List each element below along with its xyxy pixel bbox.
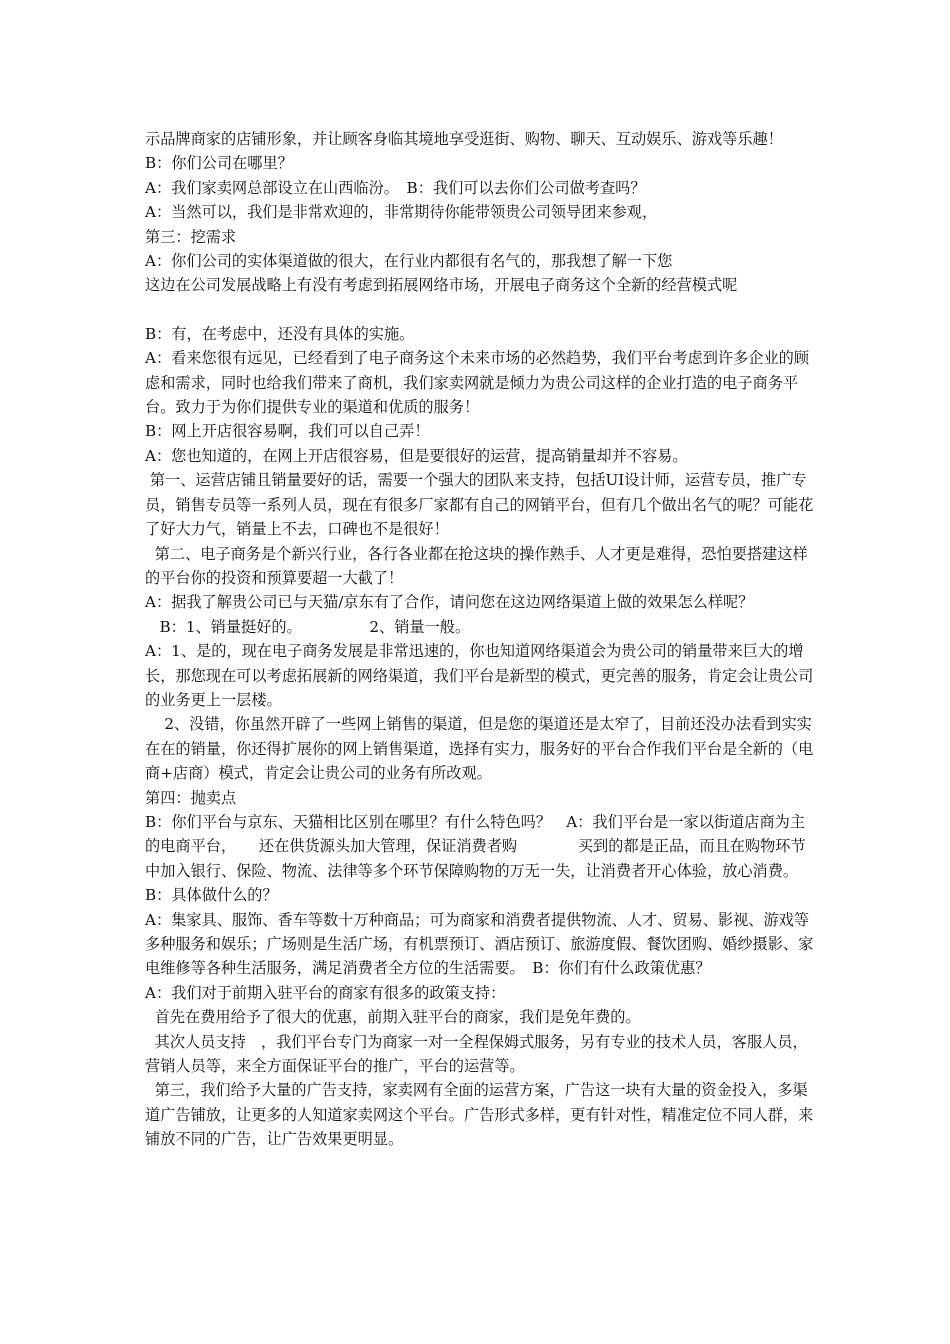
paragraph: A：1、是的，现在电子商务发展是非常迅速的，你也知道网络渠道会为贵公司的销量带来巨大的增长，那您现在可以考虑拓展新的网络渠道，我们平台是新型的模式，更完善的服务，肯定会让贵公司的业务更上一层楼。: [145, 642, 814, 709]
paragraph: 这边在公司发展战略上有没有考虑到拓展网络市场，开展电子商务这个全新的经营模式呢: [145, 276, 738, 295]
paragraph: A：集家具、服饰、香车等数十万种商品；可为商家和消费者提供物流、人才、贸易、影视、游戏等多种服务和娱乐；广场则是生活广场，有机票预订、酒店预订、旅游度假、餐饮团购、婚纱摄影、家电维修等各种生活服务，满足消费者全方位的生活需要。 B：你们有什么政策优惠？: [145, 910, 814, 978]
paragraph: 第二、电子商务是个新兴行业，各行各业都在抢这块的操作熟手、人才更是难得，恐怕要搭建这样的平台你的投资和预算要超一大截了！: [145, 544, 808, 587]
paragraph: A：据我了解贵公司已与天猫/京东有了合作，请问您在这边网络渠道上做的效果怎么样呢？: [145, 593, 754, 612]
paragraph: A：我们家卖网总部设立在山西临汾。 B：我们可以去你们公司做考查吗？: [145, 178, 646, 197]
document-page: [145, 127, 815, 1152]
paragraph: 首先在费用给予了很大的优惠，前期入驻平台的商家，我们是免年费的。: [145, 1008, 641, 1027]
paragraph: A：你们公司的实体渠道做的很大，在行业内都很有名气的，那我想了解一下您: [145, 252, 673, 271]
section-heading: 第三：挖需求: [145, 227, 237, 246]
paragraph: B：1、销量挺好的。 2、销量一般。: [145, 617, 471, 636]
paragraph: B：你们公司在哪里？: [145, 154, 293, 173]
paragraph: B：有，在考虑中，还没有具体的实施。: [145, 324, 415, 343]
paragraph: A：当然可以，我们是非常欢迎的，非常期待你能带领贵公司领导团来参观，: [145, 203, 658, 222]
paragraph: B：你们平台与京东、天猫相比区别在哪里？有什么特色吗？ A：我们平台是一家以街道店商为主的电商平台， 还在供货源头加大管理，保证消费者购 买到的都是正品，而且在购物环节中加入银行、保险、物流、法律等多个环节保障购物的万无一失，让消费者开心体验，放心消费。 B：具体做什么的？: [145, 812, 806, 905]
paragraph: 2、没错，你虽然开辟了一些网上销售的渠道，但是您的渠道还是太窄了，目前还没办法看到实实在在的销量，你还得扩展你的网上销售渠道，选择有实力，服务好的平台合作我们平台是全新的（电商+店商）模式，肯定会让贵公司的业务有所改观。: [145, 715, 814, 783]
section-heading: 第四：抛卖点: [145, 788, 237, 807]
paragraph: A：我们对于前期入驻平台的商家有很多的政策支持：: [145, 983, 506, 1002]
paragraph: 示品牌商家的店铺形象，并让顾客身临其境地享受逛街、购物、聊天、互动娱乐、游戏等乐趣！: [145, 130, 783, 148]
paragraph: 第三，我们给予大量的广告支持，家卖网有全面的运营方案，广告这一块有大量的资金投入，多渠道广告铺放，让更多的人知道家卖网这个平台。广告形式多样，更有针对性，精准定位不同人群，来铺放不同的广告，让广告效果更明显。: [145, 1081, 814, 1149]
paragraph: 第一、运营店铺且销量要好的话，需要一个强大的团队来支持，包括UI设计师，运营专员，推广专员，销售专员等一系列人员，现在有很多厂家都有自己的网销平台，但有几个做出名气的呢？可能花了好大力气，销量上不去，口碑也不是很好！: [145, 471, 814, 539]
paragraph: B：网上开店很容易啊，我们可以自己弄！: [145, 422, 430, 441]
paragraph: A：您也知道的，在网上开店很容易，但是要很好的运营，提高销量却并不容易。: [145, 446, 688, 465]
paragraph: A：看来您很有远见，已经看到了电子商务这个未来市场的必然趋势，我们平台考虑到许多企业的顾虑和需求，同时也给我们带来了商机，我们家卖网就是倾力为贵公司这样的企业打造的电子商务平台。致力于为你们提供专业的渠道和优质的服务！: [145, 349, 810, 417]
paragraph: 其次人员支持 ，我们平台专门为商家一对一全程保姆式服务，另有专业的技术人员，客服人员，营销人员等，来全方面保证平台的推广，平台的运营等。: [145, 1032, 808, 1076]
blank-line: [145, 298, 815, 322]
